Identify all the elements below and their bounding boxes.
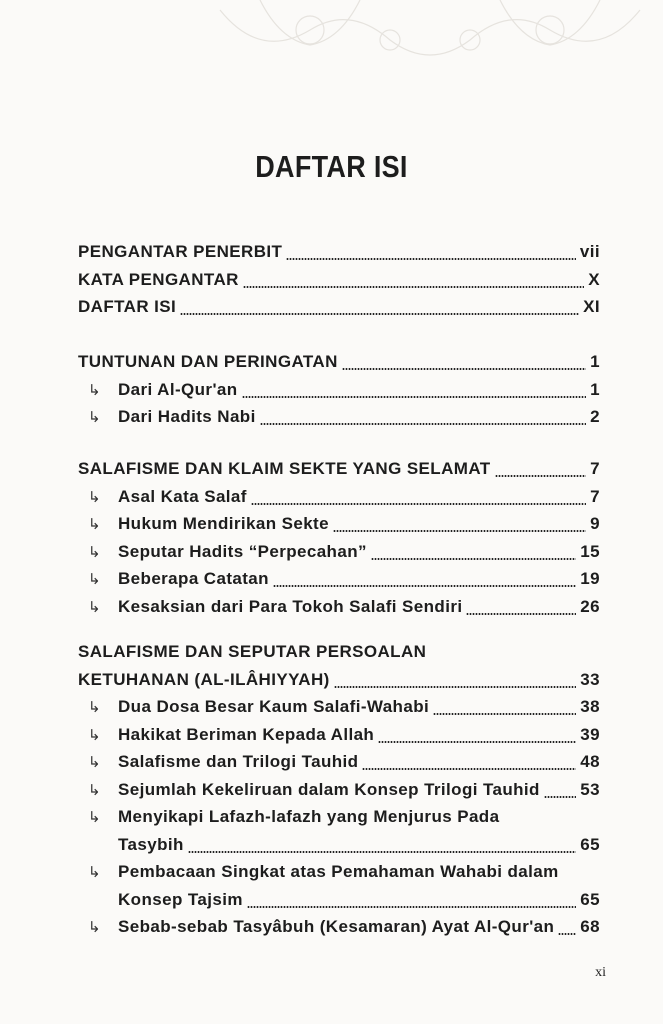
toc-subentry[interactable] xyxy=(88,725,600,751)
toc-subentry[interactable] xyxy=(88,807,600,833)
toc-page-number: 65 xyxy=(580,889,600,909)
toc-subentry[interactable] xyxy=(88,569,600,595)
toc-entry-label: Salafisme dan Trilogi Tauhid xyxy=(118,752,359,771)
dot-leader xyxy=(342,367,586,371)
toc-page-number: 1 xyxy=(590,352,600,371)
dot-leader xyxy=(495,474,587,478)
toc-entry[interactable] xyxy=(78,242,600,268)
toc-entry-label: DAFTAR ISI xyxy=(78,297,177,316)
toc-page-number: 7 xyxy=(590,459,600,478)
toc-subentry[interactable] xyxy=(88,862,600,888)
toc-page-number: 33 xyxy=(580,669,600,689)
toc-entry[interactable] xyxy=(78,297,600,323)
toc-page-number: 2 xyxy=(590,407,600,426)
toc-entry-label: Beberapa Catatan xyxy=(118,569,269,588)
toc-entry-label: Tasybih xyxy=(118,834,184,854)
page-number: xi xyxy=(595,965,606,980)
toc-entry[interactable] xyxy=(78,459,600,485)
toc-entry-label: Dari Hadits Nabi xyxy=(118,407,256,426)
toc-subentry[interactable] xyxy=(88,542,600,568)
hook-arrow-icon: ↳ xyxy=(88,754,101,771)
toc-subentry[interactable] xyxy=(88,835,600,861)
dot-leader xyxy=(333,529,586,533)
dot-leader xyxy=(466,612,576,616)
dot-leader xyxy=(334,685,577,689)
hook-arrow-icon: ↳ xyxy=(88,864,101,881)
toc-subentry[interactable] xyxy=(88,487,600,513)
toc-page-number: 1 xyxy=(590,379,600,399)
dot-leader xyxy=(558,932,576,936)
toc-subentry[interactable] xyxy=(88,380,600,406)
toc-page-number: 15 xyxy=(580,541,600,561)
toc-entry-label: SALAFISME DAN KLAIM SEKTE YANG SELAMAT xyxy=(78,459,491,478)
toc-entry-label: Seputar Hadits “Perpecahan” xyxy=(118,541,367,561)
hook-arrow-icon: ↳ xyxy=(88,699,101,716)
hook-arrow-icon: ↳ xyxy=(88,488,101,506)
hook-arrow-icon: ↳ xyxy=(88,381,101,399)
hook-arrow-icon: ↳ xyxy=(88,726,101,744)
toc-entry[interactable] xyxy=(78,352,600,378)
toc-entry-label: TUNTUNAN DAN PERINGATAN xyxy=(78,352,338,371)
toc-subentry[interactable] xyxy=(88,697,600,723)
toc-subentry[interactable] xyxy=(88,514,600,540)
toc-entry-label: PENGANTAR PENERBIT xyxy=(78,242,283,261)
toc-page-number: 26 xyxy=(580,596,600,616)
toc-entry-label: Dari Al-Qur'an xyxy=(118,379,238,399)
hook-arrow-icon: ↳ xyxy=(88,516,101,533)
toc-page-number: 68 xyxy=(580,917,600,936)
dot-leader xyxy=(544,795,576,799)
hook-arrow-icon: ↳ xyxy=(88,543,101,561)
toc-subentry[interactable] xyxy=(88,752,600,778)
toc-entry-label: Konsep Tajsim xyxy=(118,889,243,909)
toc-subentry[interactable] xyxy=(88,917,600,943)
toc-page-number: 53 xyxy=(580,779,600,799)
toc-entry-label: Pembacaan Singkat atas Pemahaman Wahabi dalam xyxy=(118,862,559,881)
dot-leader xyxy=(371,557,576,561)
toc-page-number: 48 xyxy=(580,752,600,771)
dot-leader xyxy=(243,285,584,289)
hook-arrow-icon: ↳ xyxy=(88,598,101,616)
hook-arrow-icon: ↳ xyxy=(88,781,101,799)
toc-entry-label: Menyikapi Lafazh-lafazh yang Menjurus Pada xyxy=(118,807,500,826)
toc-page-number: XI xyxy=(583,297,600,316)
toc-page-number: 9 xyxy=(590,514,600,533)
toc-page-number: 38 xyxy=(580,697,600,716)
hook-arrow-icon: ↳ xyxy=(88,809,101,826)
toc-entry-label: Sebab-sebab Tasyâbuh (Kesamaran) Ayat Al-Qur'an xyxy=(118,917,555,936)
toc-entry[interactable] xyxy=(78,670,600,696)
toc-page-number: 65 xyxy=(580,834,600,854)
toc-subentry[interactable] xyxy=(88,890,600,916)
toc-entry-label: Hakikat Beriman Kepada Allah xyxy=(118,724,375,744)
toc-subentry[interactable] xyxy=(88,780,600,806)
toc-entry-label: SALAFISME DAN SEPUTAR PERSOALAN xyxy=(78,642,427,661)
toc-subentry[interactable] xyxy=(88,597,600,623)
toc-page-number: X xyxy=(588,269,600,289)
dot-leader xyxy=(242,395,587,399)
dot-leader xyxy=(273,584,576,588)
dot-leader xyxy=(433,712,576,716)
toc-subentry[interactable] xyxy=(88,407,600,433)
dot-leader xyxy=(188,850,577,854)
toc-page-number: 39 xyxy=(580,724,600,744)
dot-leader xyxy=(378,740,576,744)
dot-leader xyxy=(251,502,586,506)
page-title: DAFTAR ISI xyxy=(255,150,408,184)
toc-page-number: 7 xyxy=(590,486,600,506)
hook-arrow-icon: ↳ xyxy=(88,409,101,426)
toc-entry-label: Asal Kata Salaf xyxy=(118,486,247,506)
toc-entry-label: Sejumlah Kekeliruan dalam Konsep Trilogi Tauhid xyxy=(118,779,540,799)
hook-arrow-icon: ↳ xyxy=(88,571,101,588)
dot-leader xyxy=(362,767,576,771)
toc-entry-label: Hukum Mendirikan Sekte xyxy=(118,514,329,533)
toc-entry[interactable] xyxy=(78,642,600,668)
dot-leader xyxy=(180,312,579,316)
toc-page-number: vii xyxy=(579,242,600,261)
toc-entry[interactable] xyxy=(78,270,600,296)
toc-entry-label: Kesaksian dari Para Tokoh Salafi Sendiri xyxy=(118,596,463,616)
dot-leader xyxy=(247,905,576,909)
toc-entry-label: KETUHANAN (AL-ILÂHIYYAH) xyxy=(78,669,330,689)
toc-page-number: 19 xyxy=(580,569,600,588)
dot-leader xyxy=(260,422,586,426)
toc-entry-label: Dua Dosa Besar Kaum Salafi-Wahabi xyxy=(118,697,430,716)
toc-entry-label: KATA PENGANTAR xyxy=(78,269,239,289)
dot-leader xyxy=(286,257,576,261)
hook-arrow-icon: ↳ xyxy=(88,919,101,936)
